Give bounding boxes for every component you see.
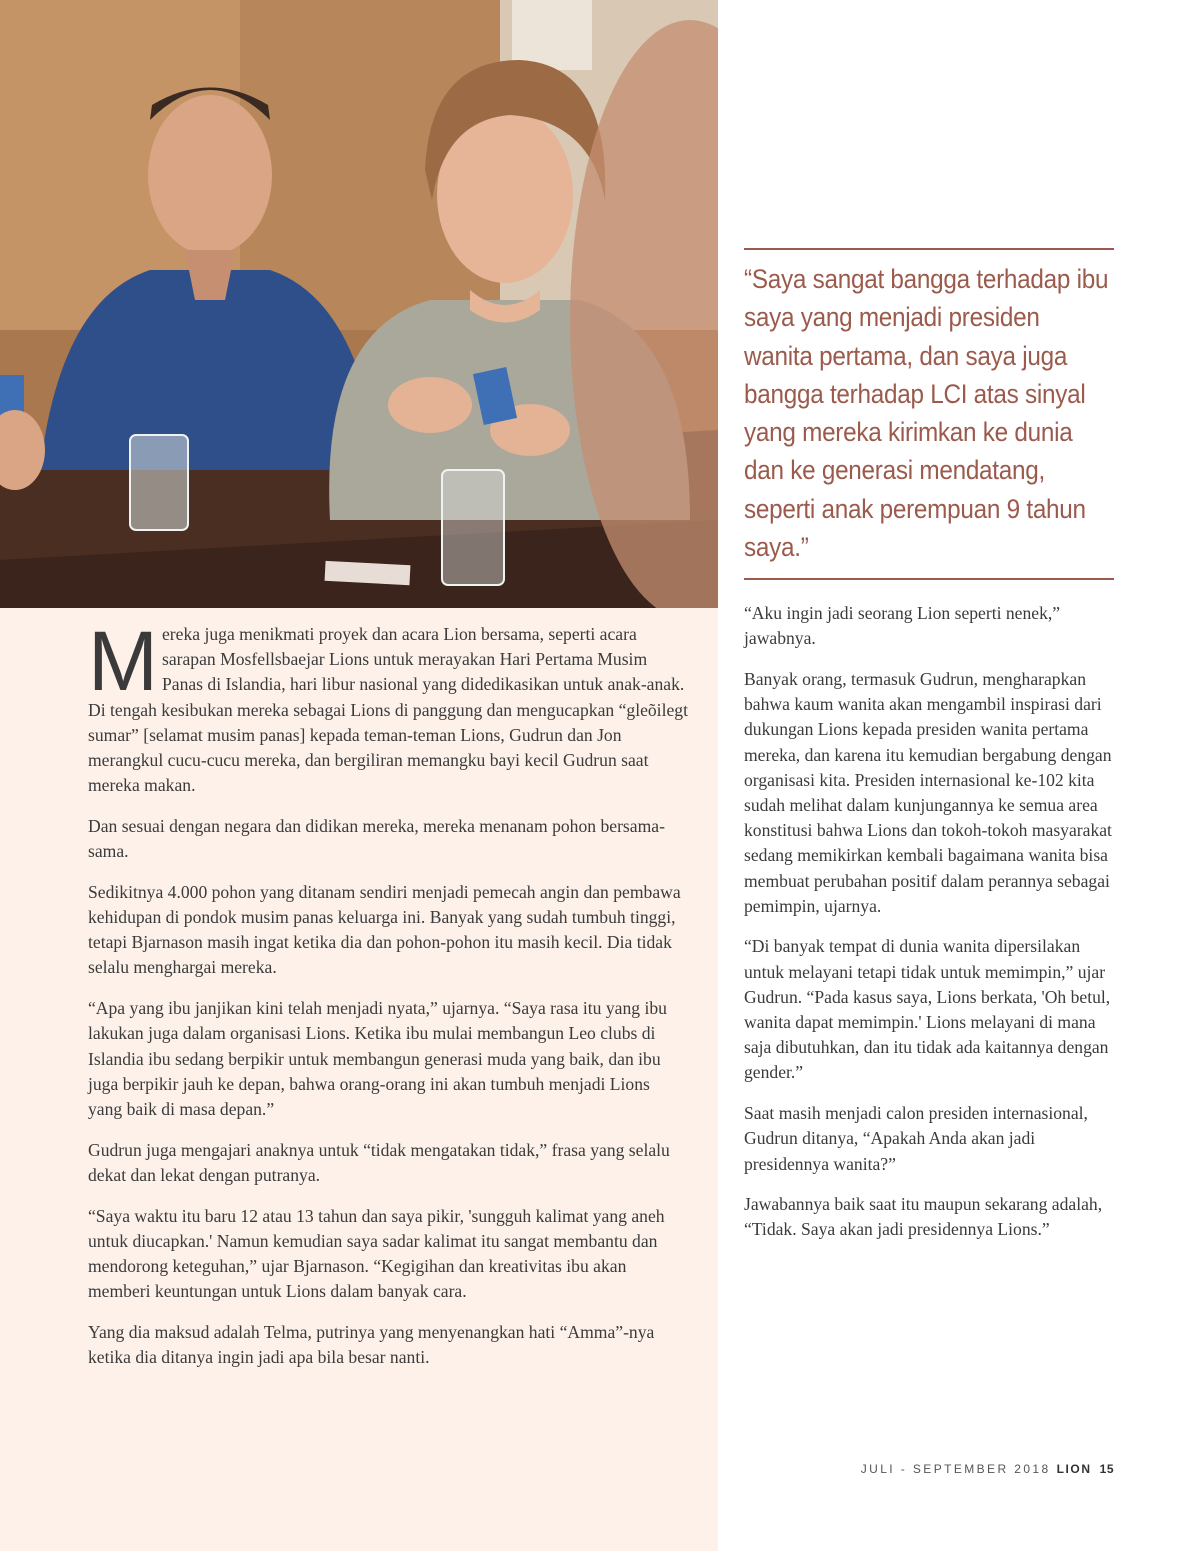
paragraph: Banyak orang, termasuk Gudrun, mengharapkan bahwa kaum wanita akan mengambil inspirasi dari dukungan Lions kepada presiden wanita pertama mereka, dan karena itu kemudian bergabung dengan organisasi kita. Presiden internasional ke-102 kita sudah melihat dalam kunjungannya ke semua area konstitusi bahwa Lions dan tokoh-tokoh masyarakat sedang memikirkan kembali bagaimana wanita bisa membuat perubahan positif dalam perannya sebagai pemimpin, ujarnya.	[744, 668, 1112, 916]
pull-quote-text: “Saya sangat bangga terhadap ibu saya yang menjadi presiden wanita pertama, dan saya juga bangga terhadap LCI atas sinyal yang mereka kirimkan ke dunia dan ke generasi mendatang, seperti anak perempuan 9 tahun saya.”	[744, 264, 1109, 563]
paragraph: “Saya waktu itu baru 12 atau 13 tahun dan saya pikir, 'sungguh kalimat yang aneh untuk diucapkan.' Namun kemudian saya sadar kalimat itu sangat membantu dan mendorong keteguhan,” ujar Bjarnason. “Kegigihan dan kreativitas ibu akan memberi keuntungan untuk Lions dalam banyak cara.	[88, 1205, 665, 1302]
paragraph: Yang dia maksud adalah Telma, putrinya yang menyenangkan hati “Amma”-nya ketika dia ditanya ingin jadi apa bila besar nanti.	[88, 1321, 655, 1368]
page-footer	[861, 1462, 1114, 1476]
right-article-column	[744, 601, 1116, 1258]
paragraph: Dan sesuai dengan negara dan didikan mereka, mereka menanam pohon bersama-sama.	[88, 815, 665, 862]
paragraph: “Aku ingin jadi seorang Lion seperti nenek,” jawabnya.	[744, 603, 1061, 649]
paragraph-opening	[88, 614, 688, 798]
paragraph: “Apa yang ibu janjikan kini telah menjadi nyata,” ujarnya. “Saya rasa itu yang ibu lakukan juga dalam organisasi Lions. Ketika ibu mulai membangun Leo clubs di Islandia ibu sedang berpikir untuk membangun generasi muda yang baik, dan ibu juga berpikir jauh ke depan, bahwa orang-orang ini akan tumbuh menjadi Lions yang baik di masa depan.”	[88, 998, 667, 1119]
paragraph: Jawabannya baik saat itu maupun sekarang adalah, “Tidak. Saya akan jadi presidennya Lions.”	[744, 1194, 1103, 1240]
paragraph: Saat masih menjadi calon presiden internasional, Gudrun ditanya, “Apakah Anda akan jadi presidennya wanita?”	[744, 1103, 1088, 1174]
main-article-column	[88, 614, 688, 1386]
paragraph-opening-text: ereka juga menikmati proyek dan acara Lion bersama, seperti acara sarapan Mosfellsbaejar Lions untuk merayakan Hari Pertama Musim Panas di Islandia, hari libur nasional yang didedikasikan untuk anak-anak. Di tengah kesibukan mereka sebagai Lions di panggung dan mengucapkan “gleõilegt sumar” [selamat musim panas] kepada teman-teman Lions, Gudrun dan Jon merangkul cucu-cucu mereka, dan bergiliran memangku bayi kecil Gudrun saat mereka makan.	[88, 624, 688, 796]
paragraph: “Di banyak tempat di dunia wanita dipersilakan untuk melayani tetapi tidak untuk memimpin,” ujar Gudrun. “Pada kasus saya, Lions berkata, 'Oh betul, wanita dapat memimpin.' Lions melayani di mana saja dibutuhkan, dan itu tidak ada kaitannya dengan gender.”	[744, 936, 1111, 1083]
pull-quote	[744, 248, 1114, 580]
magazine-brand: LION	[1056, 1462, 1092, 1476]
paragraph: Gudrun juga mengajari anaknya untuk “tidak mengatakan tidak,” frasa yang selalu dekat dan lekat dengan putranya.	[88, 1139, 670, 1185]
photo-people-at-table	[0, 0, 718, 608]
drop-cap: M	[88, 614, 158, 708]
paragraph: Sedikitnya 4.000 pohon yang ditanam sendiri menjadi pemecah angin dan pembawa kehidupan di pondok musim panas keluarga ini. Banyak yang sudah tumbuh tinggi, tetapi Bjarnason masih ingat ketika dia dan pohon-pohon itu masih kecil. Dia tidak selalu menghargai mereka.	[88, 881, 681, 978]
issue-date: JULI - SEPTEMBER 2018	[860, 1462, 1051, 1476]
page-number: 15	[1099, 1462, 1114, 1476]
